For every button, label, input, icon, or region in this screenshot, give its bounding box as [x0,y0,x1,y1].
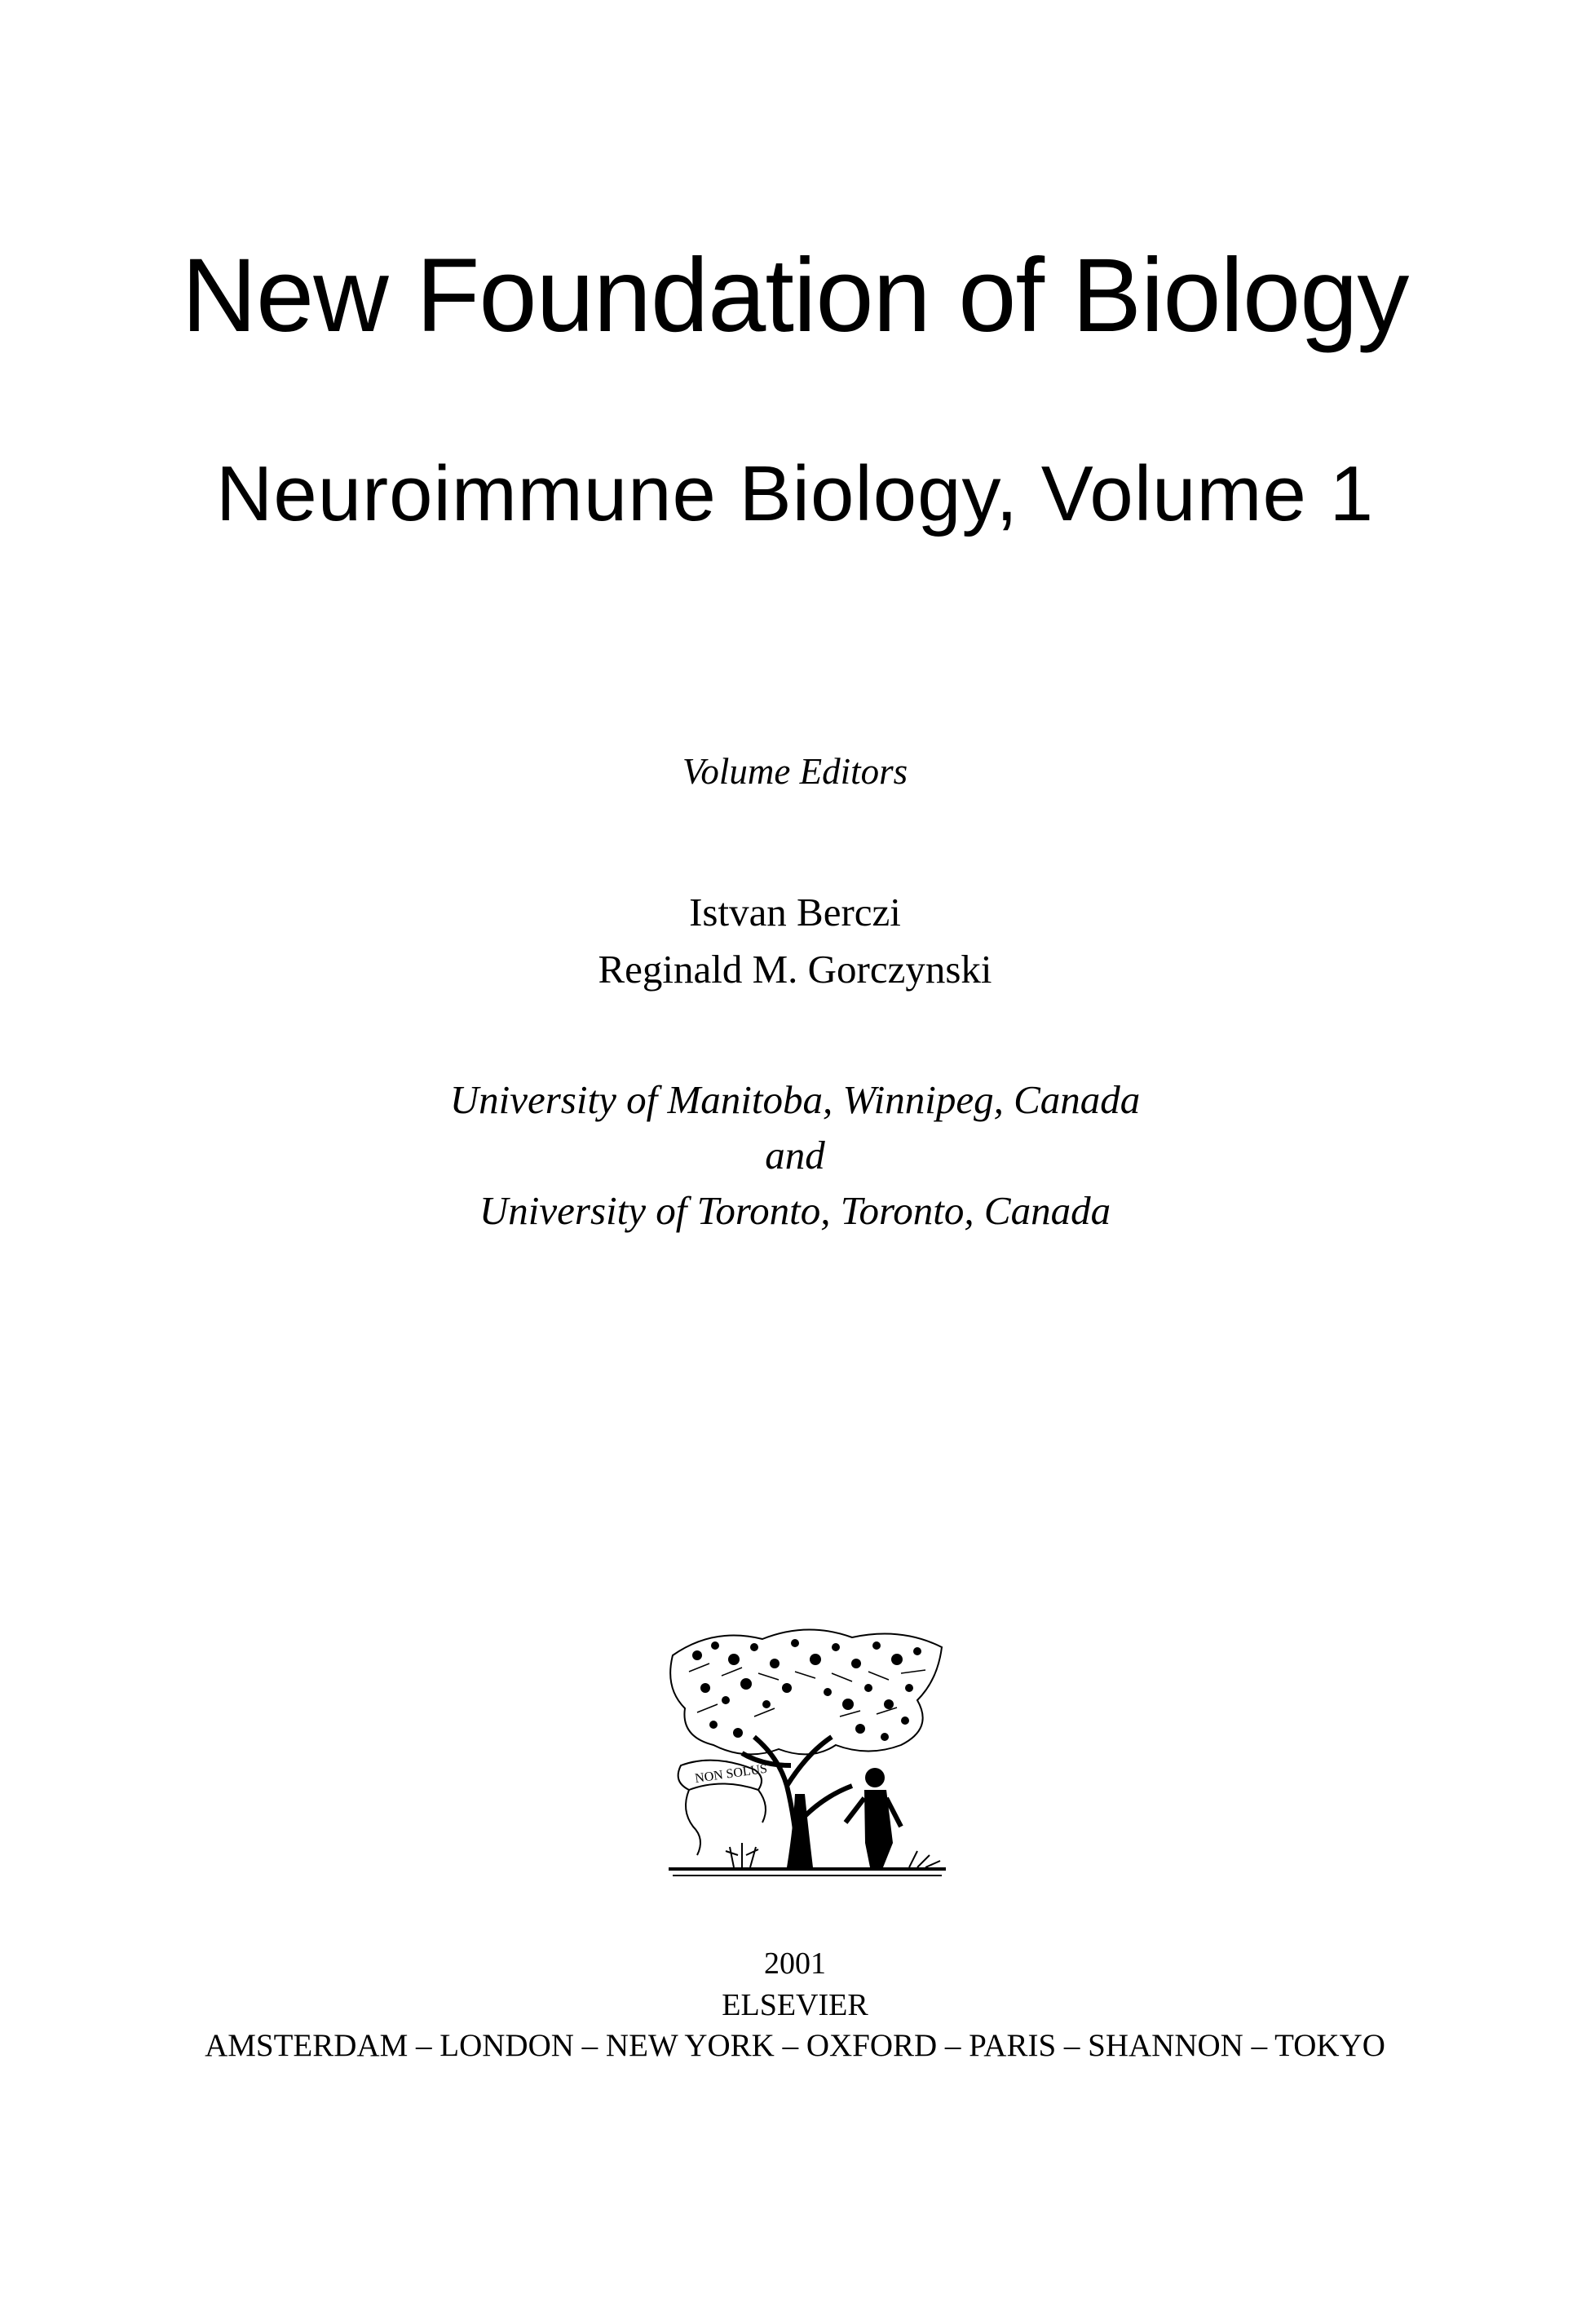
editor-name: Reginald M. Gorczynski [598,947,992,992]
publisher-name: ELSEVIER [722,1988,868,2022]
editors-heading: Volume Editors [682,751,908,792]
affiliation-line: University of Toronto, Toronto, Canada [479,1188,1111,1233]
elsevier-tree-icon [665,1623,950,1884]
publisher-cities: AMSTERDAM – LONDON – NEW YORK – OXFORD – PARIS – SHANNON – TOKYO [205,2028,1385,2063]
editor-name: Istvan Berczi [689,890,901,934]
volume-title: Neuroimmune Biology, Volume 1 [216,450,1374,537]
affiliation-conjunction: and [765,1133,825,1177]
logo-motto: NON SOLUS [694,1761,769,1786]
publication-year: 2001 [764,1946,826,1981]
affiliation-line: University of Manitoba, Winnipeg, Canada [449,1077,1141,1122]
series-title: New Foundation of Biology [181,237,1409,354]
